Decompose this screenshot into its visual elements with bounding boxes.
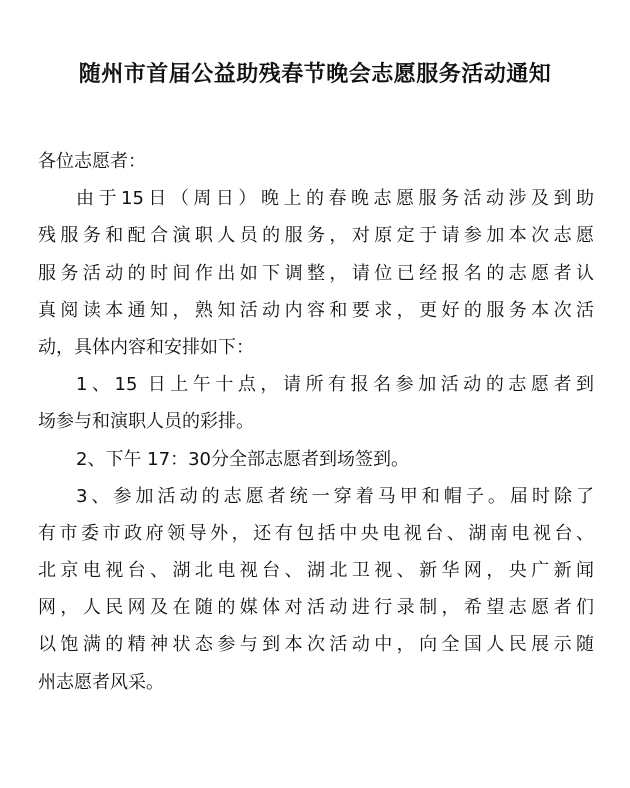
paragraph-line: 州志愿者风采。 <box>38 671 164 693</box>
paragraph-line: 3、参加活动的志愿者统一穿着马甲和帽子。届时除了 <box>76 485 594 507</box>
paragraph-line: 服务活动的时间作出如下调整，请位已经报名的志愿者认 <box>38 262 594 284</box>
greeting-line: 各位志愿者： <box>38 151 146 172</box>
paragraph-line: 真阅读本通知，熟知活动内容和要求，更好的服务本次活 <box>38 299 594 321</box>
paragraph-line: 由于15日（周日）晚上的春晚志愿服务活动涉及到助 <box>76 188 594 210</box>
paragraph-line: 场参与和演职人员的彩排。 <box>38 411 254 433</box>
document-title: 随州市首届公益助残春节晚会志愿服务活动通知 <box>78 62 552 87</box>
paragraph-line: 2、下午 17：30分全部志愿者到场签到。 <box>76 448 409 470</box>
paragraph-line: 以饱满的精神状态参与到本次活动中，向全国人民展示随 <box>38 634 594 656</box>
paragraph-line: 网，人民网及在随的媒体对活动进行录制，希望志愿者们 <box>38 597 594 619</box>
paragraph-line: 动，具体内容和安排如下： <box>38 336 254 358</box>
paragraph-line: 1、15 日上午十点，请所有报名参加活动的志愿者到 <box>76 374 594 396</box>
paragraph-line: 残服务和配合演职人员的服务，对原定于请参加本次志愿 <box>38 225 594 247</box>
paragraph-line: 有市委市政府领导外，还有包括中央电视台、湖南电视台、 <box>38 522 594 544</box>
paragraph-line: 北京电视台、湖北电视台、湖北卫视、新华网，央广新闻 <box>38 560 594 582</box>
document-body <box>38 143 594 701</box>
